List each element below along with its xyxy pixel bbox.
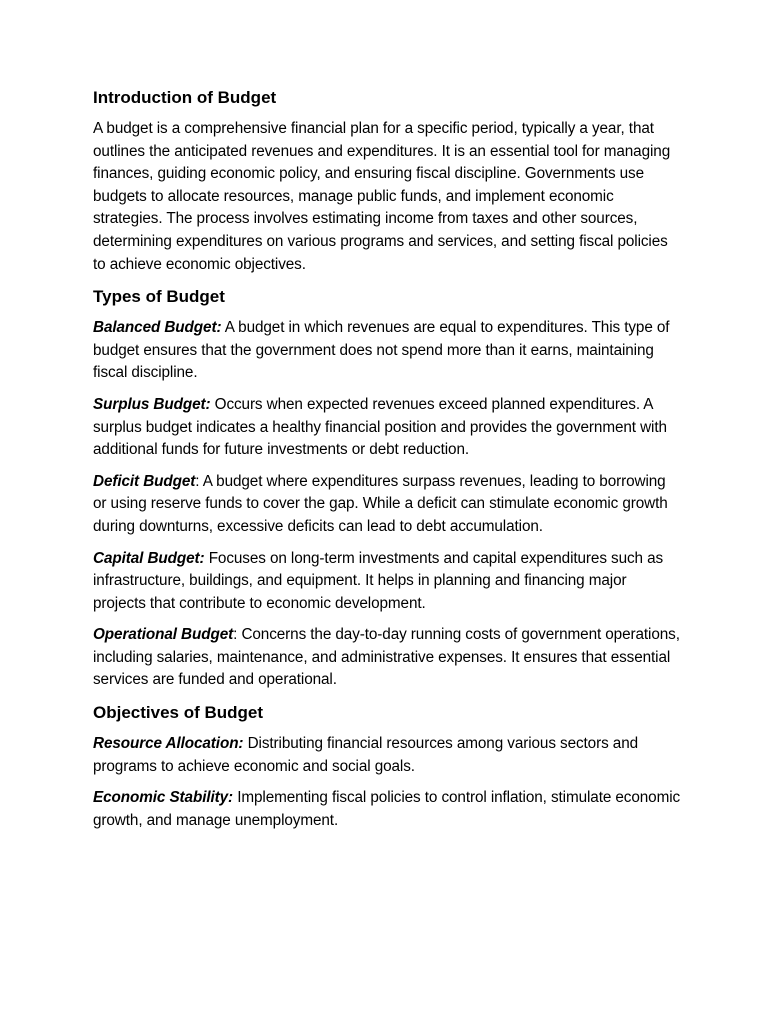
paragraph-balanced-budget bbox=[93, 317, 683, 385]
paragraph-term: Operational Budget bbox=[93, 626, 234, 644]
paragraph-text: Focuses on long-term investments and capital expenditures such as infrastructure, buildings, and equipment. It helps in planning and financing major projects that contribute to economic development. bbox=[93, 549, 664, 612]
paragraph-text: A budget in which revenues are equal to expenditures. This type of budget ensures that the government does not spend more than it earns, maintaining fiscal discipline. bbox=[93, 319, 670, 382]
paragraph-surplus-budget bbox=[93, 394, 683, 462]
paragraph-text: Occurs when expected revenues exceed planned expenditures. A surplus budget indicates a healthy financial position and provides the government with additional funds for future investments or debt reduction. bbox=[93, 395, 667, 459]
paragraph-term: Deficit Budget bbox=[93, 472, 196, 490]
paragraph-text: A budget is a comprehensive financial plan for a specific period, typically a year, that outlines the anticipated revenues and expenditures. It is an essential tool for managing finances, guiding economic policy, and ensuring fiscal discipline. Governments use budgets to allocate resources, manage public funds, and implement economic strategies. The process involves estimating income from taxes and other sources, determining expenditures on various programs and services, and setting fiscal policies to achieve economic objectives. bbox=[93, 120, 671, 273]
paragraph-term: Balanced Budget: bbox=[93, 319, 222, 337]
paragraph-text: Concerns the day-to-day running costs of government operations, including salaries, maintenance, and administrative expenses. It ensures that essential services are funded and operational. bbox=[93, 626, 680, 689]
term-separator: : bbox=[233, 626, 242, 644]
paragraph-deficit-budget bbox=[93, 471, 683, 539]
paragraph-economic-stability bbox=[93, 787, 683, 832]
paragraph-introduction bbox=[93, 118, 683, 276]
document-page bbox=[93, 86, 683, 841]
paragraph-term: Surplus Budget: bbox=[93, 395, 211, 413]
section-heading-introduction: Introduction of Budget bbox=[93, 88, 277, 107]
section-heading-types: Types of Budget bbox=[93, 287, 225, 307]
paragraph-term: Resource Allocation: bbox=[93, 735, 244, 753]
paragraph-text: Implementing fiscal policies to control inflation, stimulate economic growth, and manage unemployment. bbox=[93, 789, 681, 829]
paragraph-text: A budget where expenditures surpass revenues, leading to borrowing or using reserve funds to cover the gap. While a deficit can stimulate economic growth during downturns, excessive deficits can lead to debt accumulation. bbox=[93, 472, 668, 535]
term-separator: : bbox=[195, 472, 203, 490]
section-heading-objectives: Objectives of Budget bbox=[93, 703, 264, 723]
paragraph-operational-budget bbox=[93, 624, 683, 692]
paragraph-term: Capital Budget: bbox=[93, 549, 205, 567]
paragraph-term: Economic Stability: bbox=[93, 789, 234, 807]
paragraph-text: Distributing financial resources among various sectors and programs to achieve economic and social goals. bbox=[93, 735, 639, 775]
paragraph-capital-budget bbox=[93, 548, 683, 616]
paragraph-resource-allocation bbox=[93, 733, 683, 778]
